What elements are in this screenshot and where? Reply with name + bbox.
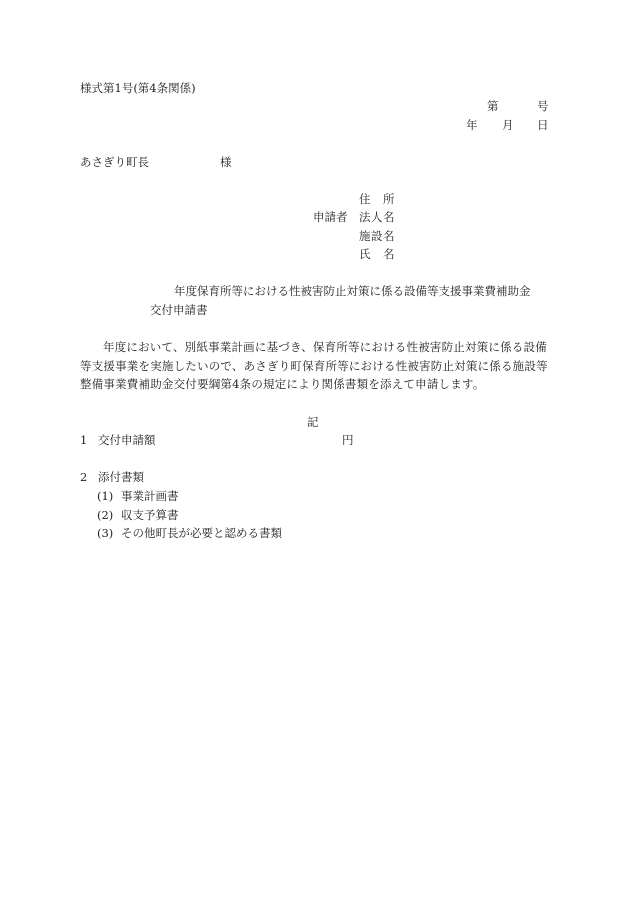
body-line-2: 等支援事業を実施したいので、あさぎり町保育所等における性被害防止対策に係る施設等 [80,359,548,373]
number-suffix: 号 [537,99,549,113]
number-prefix: 第 [487,99,499,113]
attachment-1-text: 事業計画書 [121,489,179,503]
body-line-1: 年度において、別紙事業計画に基づき、保育所等における性被害防止対策に係る設備 [103,340,547,354]
addressee-name: あさぎり町長 [80,155,149,169]
attachment-1-number: (1) [97,489,114,503]
form-header: 様式第1号(第4条関係) [80,81,196,95]
addressee-honorific: 様 [220,155,232,169]
attachment-3-text: その他町長が必要と認める書類 [121,526,282,540]
item2-label: 添付書類 [98,470,144,484]
applicant-label: 申請者 [313,210,348,224]
date-day: 日 [537,118,549,132]
attachment-2-number: (2) [97,508,114,522]
attachment-2-text: 収支予算書 [121,508,179,522]
ki-mark: 記 [307,415,319,429]
date-year: 年 [466,118,478,132]
applicant-address-label: 住 所 [359,192,395,206]
applicant-corporation-label: 法人名 [359,210,395,224]
item1-unit: 円 [342,433,354,447]
item1-number: 1 [80,433,88,447]
date-month: 月 [502,118,514,132]
applicant-facility-label: 施設名 [359,229,395,243]
applicant-name-label: 氏 名 [359,247,395,261]
body-line-3: 整備事業費補助金交付要綱第4条の規定により関係書類を添えて申請します。 [80,377,485,391]
attachment-3-number: (3) [97,526,114,540]
title-line-2: 交付申請書 [150,303,208,317]
item2-number: 2 [80,470,88,484]
title-line-1: 年度保育所等における性被害防止対策に係る設備等支援事業費補助金 [174,284,531,298]
item1-label: 交付申請額 [98,433,156,447]
